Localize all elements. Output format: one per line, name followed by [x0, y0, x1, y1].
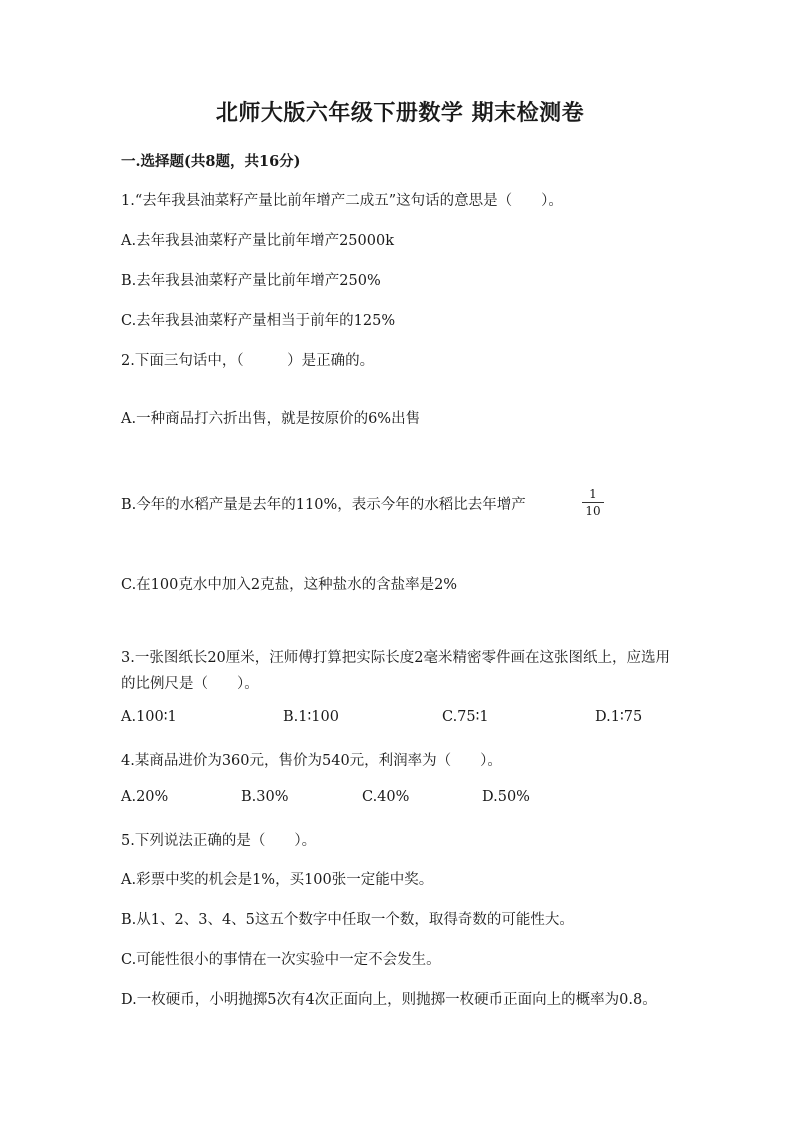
fraction-bar: [582, 502, 604, 503]
question-5-option-a: A.彩票中奖的机会是1%，买100张一定能中奖。: [121, 872, 434, 888]
question-4-options: [121, 789, 541, 809]
question-1-option-c: C.去年我县油菜籽产量相当于前年的125%: [121, 313, 396, 329]
page-title: 北师大版六年级下册数学 期末检测卷: [215, 100, 585, 126]
question-2-option-b: B.今年的水稻产量是去年的110%，表示今年的水稻比去年增产: [121, 497, 526, 513]
question-5-option-c: C.可能性很小的事情在一次实验中一定不会发生。: [121, 952, 441, 968]
question-2-option-c: C.在100克水中加入2克盐，这种盐水的含盐率是2%: [121, 577, 458, 593]
fraction-one-tenth: [582, 487, 604, 518]
section-heading: 一.选择题(共8题，共16分): [121, 153, 301, 170]
fraction-numerator: 1: [589, 487, 597, 501]
question-4-option-b: B.30%: [241, 789, 289, 805]
question-4-stem: 4.某商品进价为360元，售价为540元，利润率为（ ）。: [121, 753, 502, 769]
question-3-option-b: B.1∶100: [283, 709, 339, 725]
question-3-stem: 3.一张图纸长20厘米，汪师傅打算把实际长度2毫米精密零件画在这张图纸上，应选用的比例尺是（ ）。: [121, 650, 671, 692]
question-2-stem: 2.下面三句话中，（ ）是正确的。: [121, 353, 375, 369]
question-1-option-b: B.去年我县油菜籽产量比前年增产250%: [121, 273, 381, 289]
question-5-option-d: D.一枚硬币，小明抛掷5次有4次正面向上，则抛掷一枚硬币正面向上的概率为0.8。: [121, 992, 657, 1008]
question-4-option-a: A.20%: [121, 789, 169, 805]
question-3-option-d: D.1∶75: [595, 709, 643, 725]
question-4-option-d: D.50%: [482, 789, 530, 805]
question-5-option-b: B.从1、2、3、4、5这五个数字中任取一个数，取得奇数的可能性大。: [121, 912, 574, 928]
question-2-option-a: A.一种商品打六折出售，就是按原价的6%出售: [121, 411, 421, 427]
fraction-denominator: 10: [585, 504, 601, 518]
question-4-option-c: C.40%: [362, 789, 410, 805]
question-1-option-a: A.去年我县油菜籽产量比前年增产25000k: [121, 233, 394, 249]
question-3-options: [121, 709, 681, 729]
question-1-stem: 1.“去年我县油菜籽产量比前年增产二成五”这句话的意思是（ ）。: [121, 193, 563, 209]
question-3-option-a: A.100∶1: [121, 709, 177, 725]
question-3-option-c: C.75∶1: [442, 709, 489, 725]
question-5-stem: 5.下列说法正确的是（ ）。: [121, 833, 317, 849]
